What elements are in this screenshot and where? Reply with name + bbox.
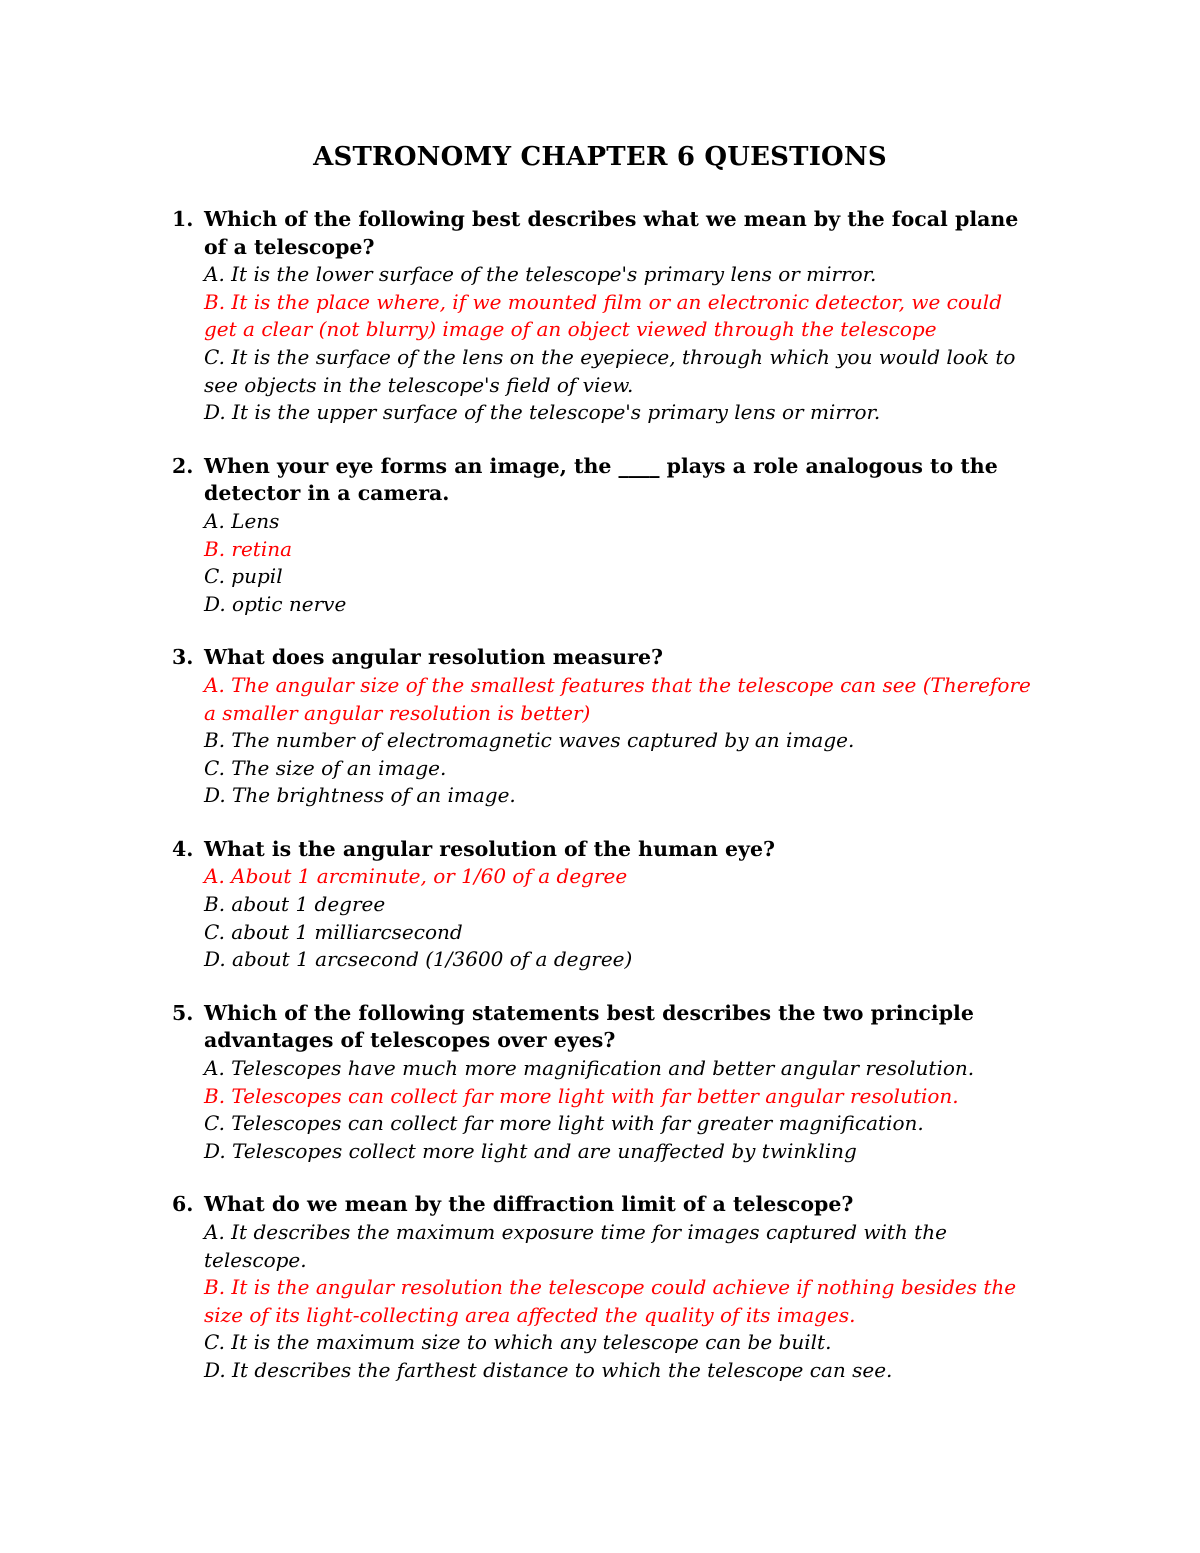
question-text: Which of the following best describes what we mean by the focal plane of a telescope? [204, 207, 1019, 259]
answer-option: D. Telescopes collect more light and are unaffected by twinkling [204, 1138, 857, 1163]
answer-option: D. optic nerve [204, 591, 347, 616]
question-number: 2. [172, 453, 194, 478]
answer-option: D. It is the upper surface of the telescope's primary lens or mirror. [204, 400, 881, 425]
question-number: 1. [172, 207, 194, 231]
question-header [172, 644, 1032, 672]
question-1 [172, 206, 1032, 427]
answer-option: C. It is the maximum size to which any telescope can be built. [204, 1330, 832, 1355]
question-2 [172, 453, 1032, 619]
answer-option: C. Telescopes can collect far more light with far greater magnification. [204, 1111, 924, 1136]
question-3 [172, 644, 1032, 810]
question-text: What does angular resolution measure? [204, 645, 664, 670]
question-6 [172, 1191, 1032, 1384]
question-text: When your eye forms an image, the ____ plays a role analogous to the detector in a camera. [204, 453, 998, 506]
answer-option: C. about 1 milliarcsecond [204, 919, 463, 944]
answer-option: B. It is the place where, if we mounted film or an electronic detector, we could get a clear (not blurry) image of an object viewed through the telescope [204, 289, 1002, 342]
question-text: Which of the following statements best describes the two principle advantages of telescopes over eyes? [204, 1000, 974, 1053]
question-5 [172, 1000, 1032, 1166]
answer-option: A. The angular size of the smallest features that the telescope can see (Therefore a smaller angular resolution is better) [204, 672, 1031, 725]
question-number: 4. [172, 836, 194, 861]
answer-option: B. It is the angular resolution the telescope could achieve if nothing besides the size of its light-collecting area affected the quality of its images. [204, 1275, 1017, 1327]
question-number: 5. [172, 1000, 194, 1025]
question-list [172, 206, 1032, 1411]
answer-option: B. about 1 degree [204, 892, 386, 917]
answer-option: A. About 1 arcminute, or 1/60 of a degree [204, 864, 628, 889]
question-number: 6. [172, 1192, 194, 1217]
question-number: 3. [172, 645, 194, 670]
answer-option: D. It describes the farthest distance to which the telescope can see. [204, 1357, 893, 1382]
page-title: ASTRONOMY CHAPTER 6 QUESTIONS [313, 142, 887, 172]
answer-option: C. It is the surface of the lens on the eyepiece, through which you would look to see objects in the telescope's field of view. [204, 344, 1016, 397]
answer-option: C. The size of an image. [204, 755, 447, 780]
question-4 [172, 836, 1032, 974]
answer-option: B. Telescopes can collect far more light with far better angular resolution. [204, 1083, 959, 1108]
answer-option: A. It is the lower surface of the telescope's primary lens or mirror. [204, 262, 877, 287]
answer-option: B. retina [204, 536, 293, 561]
question-header [172, 836, 1032, 864]
answer-option: A. Lens [204, 508, 280, 533]
question-header [172, 1191, 1032, 1219]
answer-option: A. Telescopes have much more magnification and better angular resolution. [204, 1056, 975, 1081]
answer-option: D. about 1 arcsecond (1/3600 of a degree) [204, 947, 633, 972]
answer-option: D. The brightness of an image. [204, 783, 516, 808]
question-header [172, 206, 1032, 261]
question-header [172, 1000, 1032, 1055]
answer-option: A. It describes the maximum exposure time for images captured with the telescope. [204, 1220, 947, 1272]
answer-option: C. pupil [204, 564, 283, 589]
answer-option: B. The number of electromagnetic waves captured by an image. [204, 728, 855, 753]
question-header [172, 453, 1032, 508]
question-text: What is the angular resolution of the human eye? [204, 836, 776, 861]
question-text: What do we mean by the diffraction limit of a telescope? [204, 1192, 854, 1217]
